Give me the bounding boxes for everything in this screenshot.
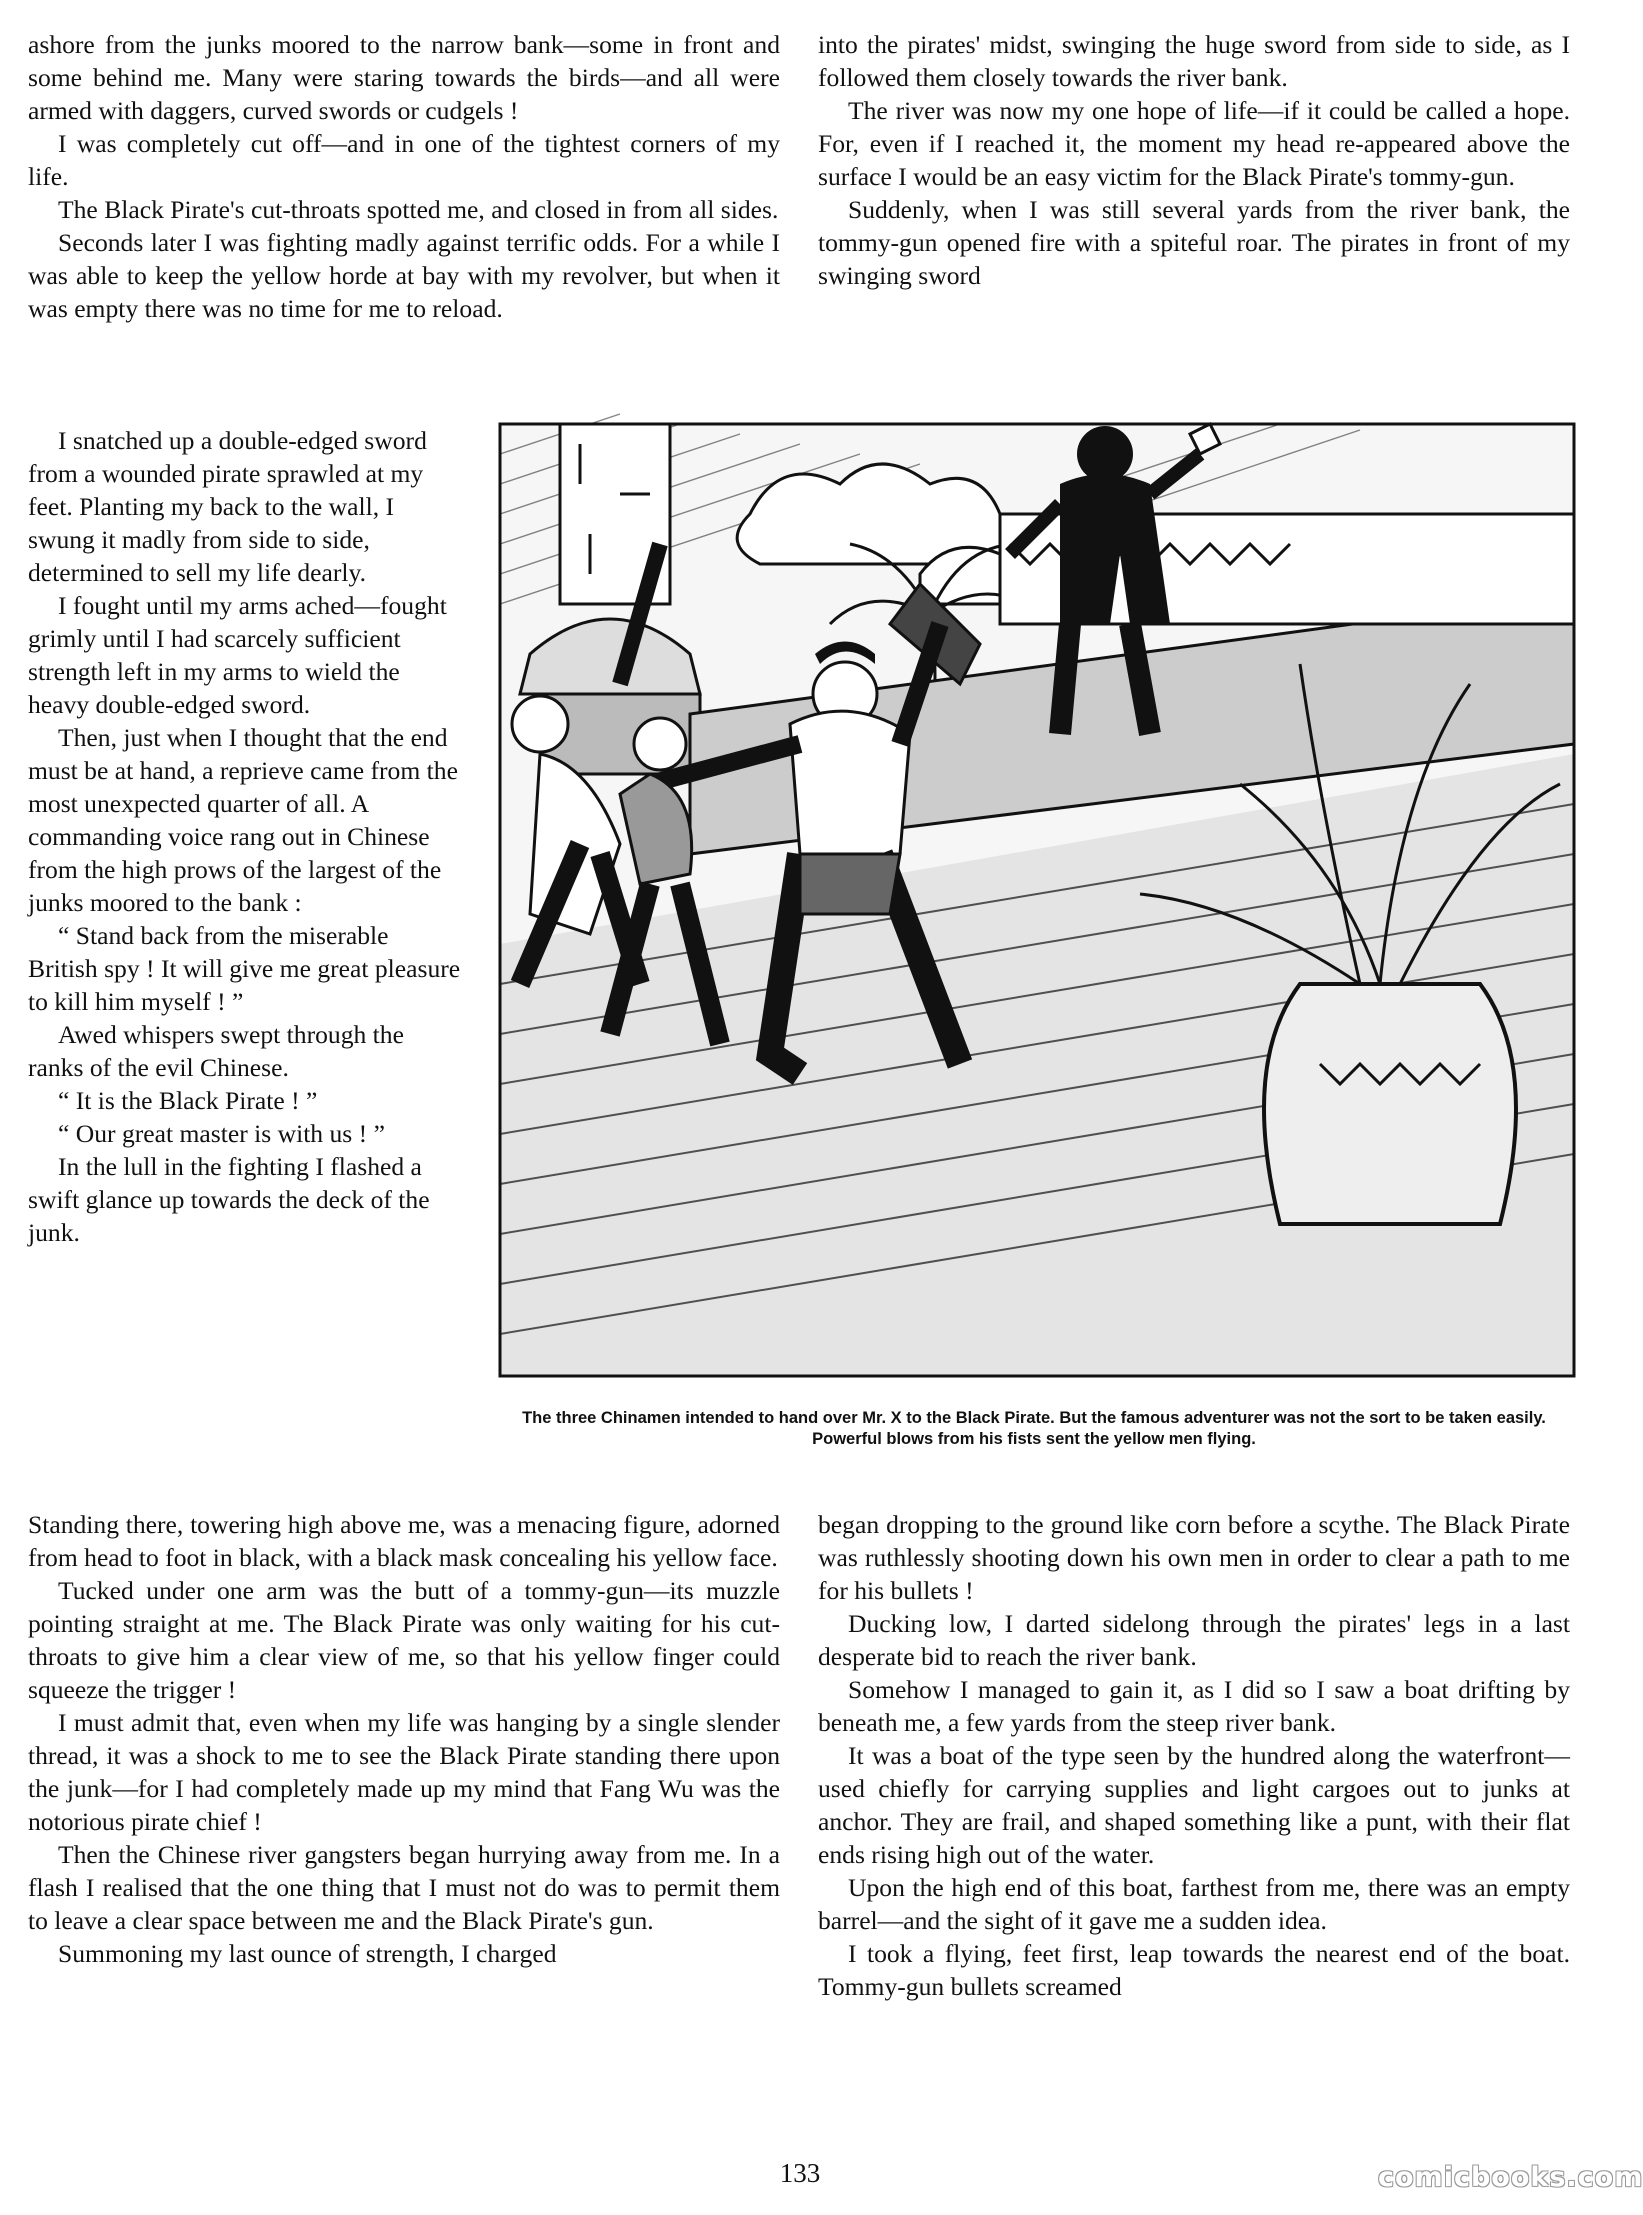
- paragraph: into the pirates' midst, swinging the huge sword from side to side, as I followed them closely towards the river bank.: [818, 30, 1570, 92]
- paragraph: Seconds later I was fighting madly against terrific odds. For a while I was able to keep the yellow horde at bay with my revolver, but when it was empty there was no time for me to reload.: [28, 228, 780, 323]
- paragraph: Then the Chinese river gangsters began hurrying away from me. In a flash I realised that the one thing that I must not do was to permit them to leave a clear space between me and the Black Pirate's gun.: [28, 1840, 780, 1935]
- paragraph: Ducking low, I darted sidelong through the pirates' legs in a last desperate bid to reach the river bank.: [818, 1609, 1570, 1671]
- paragraph: Upon the high end of this boat, farthest from me, there was an empty barrel—and the sight of it gave me a sudden idea.: [818, 1873, 1570, 1935]
- paragraph: ashore from the junks moored to the narrow bank—some in front and some behind me. Many were staring towards the birds—and all were armed with daggers, curved swords or cudgels !: [28, 30, 780, 125]
- paragraph: The river was now my one hope of life—if it could be called a hope. For, even if I reached it, the moment my head re-appeared above the surface I would be an easy victim for the Black Pirate's tommy-gun.: [818, 96, 1570, 191]
- paragraph: Then, just when I thought that the end must be at hand, a reprieve came from the most unexpected quarter of all. A commanding voice rang out in Chinese from the high prows of the largest of the junks moored to the bank :: [28, 723, 458, 917]
- text-column-top-left: [28, 28, 780, 325]
- watermark: comicbooks.com: [1378, 2162, 1643, 2193]
- paragraph: I must admit that, even when my life was hanging by a single slender thread, it was a shock to me to see the Black Pirate standing there upon the junk—for I had completely made up my mind that Fang Wu was the notorious pirate chief !: [28, 1708, 780, 1836]
- paragraph: In the lull in the fighting I flashed a swift glance up towards the deck of the junk.: [28, 1152, 430, 1247]
- paragraph: I snatched up a double-edged sword from a wounded pirate sprawled at my feet. Planting my back to the wall, I swung it madly from side to side, determined to sell my life dearly.: [28, 426, 427, 587]
- paragraph: The Black Pirate's cut-throats spotted me, and closed in from all sides.: [58, 195, 779, 224]
- paragraph: Awed whispers swept through the ranks of the evil Chinese.: [28, 1020, 404, 1082]
- paragraph: “ It is the Black Pirate ! ”: [58, 1086, 318, 1115]
- paragraph: Tucked under one arm was the butt of a tommy-gun—its muzzle pointing straight at me. The Black Pirate was only waiting for his cut-throats to give him a clear view of me, so that his yellow finger could squeeze the trigger !: [28, 1576, 780, 1704]
- text-column-bottom-left: [28, 1508, 780, 1970]
- paragraph: I was completely cut off—and in one of the tightest corners of my life.: [28, 129, 780, 191]
- paragraph: I fought until my arms ached—fought grimly until I had scarcely sufficient strength left in my arms to wield the heavy double-edged sword.: [28, 591, 447, 719]
- text-column-left-narrow: [28, 424, 462, 1249]
- paragraph: I took a flying, feet first, leap towards the nearest end of the boat. Tommy-gun bullets screamed: [818, 1939, 1570, 2001]
- paragraph: Somehow I managed to gain it, as I did so I saw a boat drifting by beneath me, a few yards from the steep river bank.: [818, 1675, 1570, 1737]
- paragraph: began dropping to the ground like corn before a scythe. The Black Pirate was ruthlessly shooting down his own men in order to clear a path to me for his bullets !: [818, 1510, 1570, 1605]
- paragraph: Suddenly, when I was still several yards from the river bank, the tommy-gun opened fire with a spiteful roar. The pirates in front of my swinging sword: [818, 195, 1570, 290]
- text-column-bottom-right: [818, 1508, 1570, 2003]
- paragraph: Standing there, towering high above me, was a menacing figure, adorned from head to foot in black, with a black mask concealing his yellow face.: [28, 1510, 780, 1572]
- paragraph: Summoning my last ounce of strength, I charged: [58, 1939, 557, 1968]
- illustration-caption: The three Chinamen intended to hand over Mr. X to the Black Pirate. But the famous adventurer was not the sort to be taken easily. Powerful blows from his fists sent the yellow men flying.: [522, 1409, 1546, 1448]
- story-illustration: [500, 424, 1574, 1376]
- text-column-top-right: [818, 28, 1570, 292]
- paragraph: “ Stand back from the miserable British spy ! It will give me great pleasure to kill him myself ! ”: [28, 921, 461, 1016]
- paragraph: “ Our great master is with us ! ”: [58, 1119, 385, 1148]
- paragraph: It was a boat of the type seen by the hundred along the waterfront—used chiefly for carrying supplies and light cargoes out to junks at anchor. They are frail, and shaped something like a punt, with their flat ends rising high out of the water.: [818, 1741, 1570, 1869]
- page-number: 133: [779, 2158, 821, 2188]
